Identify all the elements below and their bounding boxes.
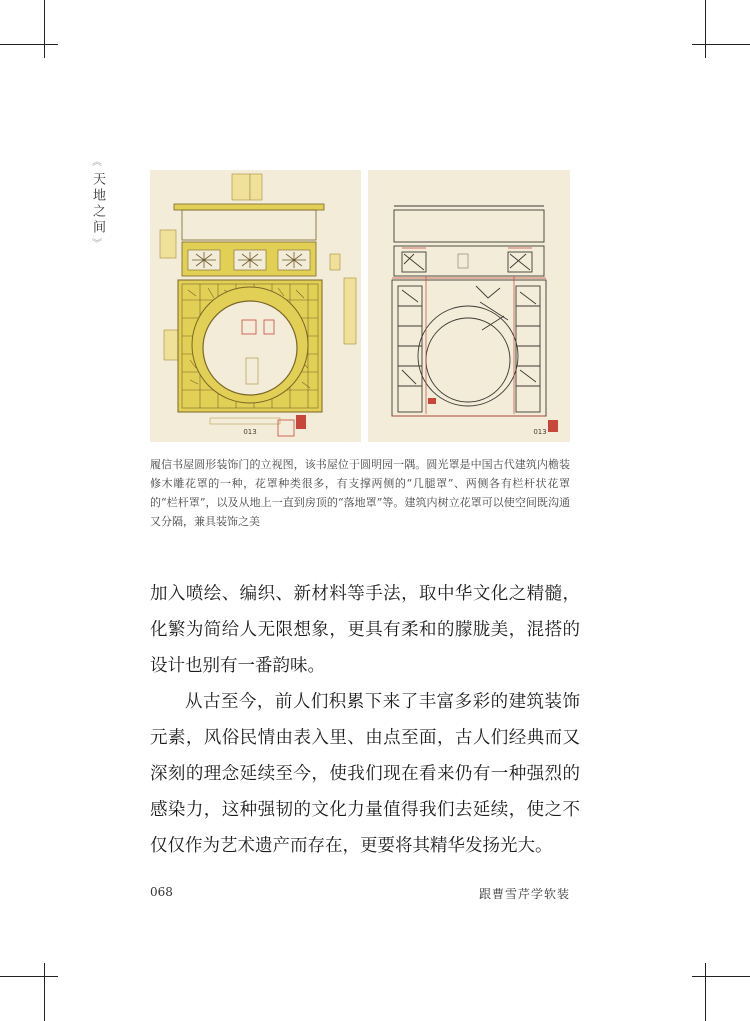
figure-line-elevation (368, 170, 570, 442)
crop-mark-bottom-left-v (44, 963, 45, 1021)
chapter-side-tag (82, 158, 112, 250)
chevron-down-icon: ︾ (92, 239, 102, 250)
page-number: 068 (150, 885, 173, 899)
figure-caption: 履信书屋圆形装饰门的立视图，该书屋位于圆明园一隅。圆光罩是中国古代建筑内檐装修木雕花罩的一种，花罩种类很多，有支撑两侧的“几腿罩”、两侧各有栏杆状花罩的“栏杆罩”，以及从地上一直到房顶的“落地罩”等。建筑内树立花罩可以使空间既沟通又分隔，兼具装饰之美 (150, 458, 570, 528)
chapter-side-text: 天地之间 (90, 172, 105, 236)
line-elevation-drawing (368, 170, 570, 442)
paragraph: 加入喷绘、编织、新材料等手法，取中华文化之精髓，化繁为简给人无限想象，更具有柔和的朦胧美，混搭的设计也别有一番韵味。 (150, 584, 580, 676)
running-title: 跟曹雪芹学软装 (478, 887, 570, 901)
crop-mark-top-left-h (0, 44, 58, 45)
body-text (150, 576, 580, 864)
crop-mark-bottom-right-h (692, 976, 750, 977)
crop-mark-bottom-left-h (0, 976, 58, 977)
paragraph: 从古至今，前人们积累下来了丰富多彩的建筑装饰元素，风俗民情由表入里、由点至面，古人们经典而又深刻的理念延续至今，使我们现在看来仍有一种强烈的感染力，这种强韧的文化力量值得我们去延续，使之不仅仅作为艺术遗产而存在，更要将其精华发扬光大。 (150, 692, 580, 856)
right-plate-number: 013 (533, 428, 547, 436)
crop-mark-bottom-right-v (705, 963, 706, 1021)
left-plate-number: 013 (243, 428, 257, 436)
crop-mark-top-left-v (44, 0, 45, 58)
figure-colored-elevation (150, 170, 361, 442)
chevron-up-icon: ︽ (92, 157, 102, 168)
crop-mark-top-right-h (692, 44, 750, 45)
crop-mark-top-right-v (705, 0, 706, 58)
colored-elevation-drawing (150, 170, 361, 442)
